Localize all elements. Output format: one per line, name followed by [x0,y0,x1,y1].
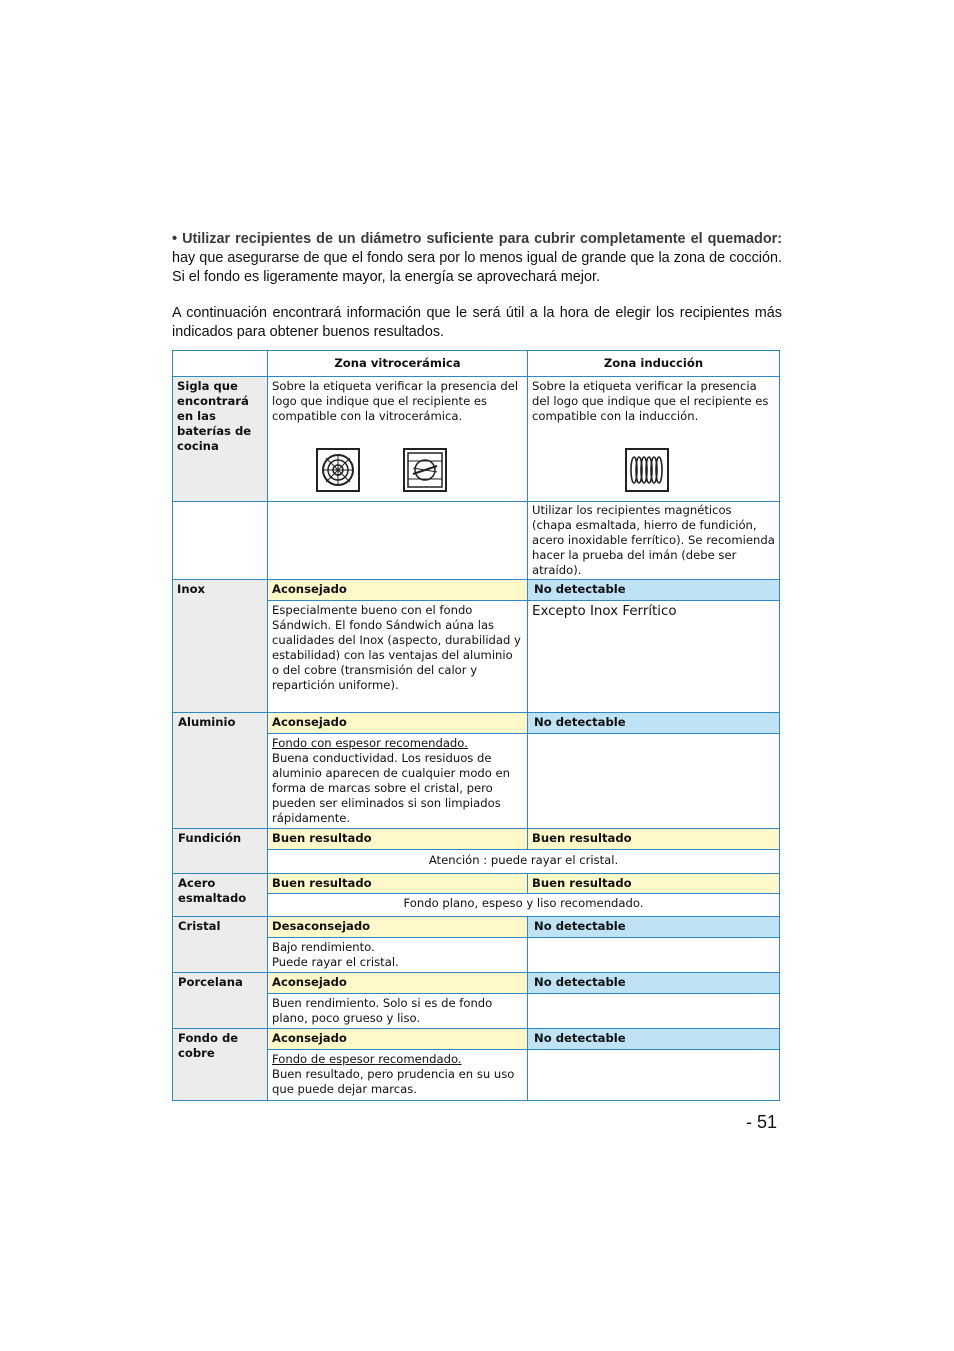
material-label: Cristal [172,916,268,973]
vitro-note: Especialmente bueno con el fondo Sándwich. El fondo Sándwich aúna las cualidades del Inox (aspecto, durabilidad y estabilidad) con las ventajas del aluminio o del cobre (transmisión del calor y repartición uniforme). [267,600,528,713]
header-empty-cell [172,350,268,377]
vitroceramic-grid-logo-icon [403,448,447,492]
vitro-status: Aconsejado [267,972,528,994]
induction-status: No detectable [527,579,780,601]
magnetic-empty-label [172,501,268,580]
induction-status: No detectable [527,916,780,938]
vitro-note: Buen resultado, pero prudencia en su uso que puede dejar marcas. [272,1067,515,1096]
vitro-status: Buen resultado [267,828,528,850]
intro-bullet-text: hay que asegurarse de que el fondo sera por lo menos igual de grande que la zona de cocción. Si el fondo es ligeramente mayor, la energía se aprovechará mejor. [172,250,782,285]
shared-note: Atención : puede rayar el cristal. [267,849,780,874]
induction-coil-logo-icon [625,448,669,492]
page-number: - 51 [746,1112,778,1132]
material-label: Porcelana [172,972,268,1029]
sigla-vitro-cell [267,376,528,502]
vitro-note: Bajo rendimiento. Puede rayar el cristal. [267,937,528,973]
induction-note [527,993,780,1029]
induction-note [527,1049,780,1101]
vitro-status: Aconsejado [267,579,528,601]
vitro-note-cell [267,1049,528,1101]
vitro-note-underlined: Fondo con espesor recomendado. [272,736,468,750]
shared-note: Fondo plano, espeso y liso recomendado. [267,893,780,917]
vitro-status: Aconsejado [267,712,528,734]
induction-status: No detectable [527,712,780,734]
material-label: Inox [172,579,268,713]
vitro-note: Buen rendimiento. Solo si es de fondo plano, poco grueso y liso. [267,993,528,1029]
vitro-status: Aconsejado [267,1028,528,1050]
header-induccion: Zona inducción [527,350,780,377]
magnetic-note: Utilizar los recipientes magnéticos (chapa esmaltada, hierro de fundición, acero inoxidable ferrítico). Se recomienda hacer la prueba del imán (debe ser atraído). [527,501,780,580]
sigla-induccion-text: Sobre la etiqueta verificar la presencia del logo que indique que el recipiente es compatible con la inducción. [532,379,769,423]
sigla-vitro-text: Sobre la etiqueta verificar la presencia del logo que indique que el recipiente es compatible con la vitrocerámica. [272,379,519,423]
vitro-note: Buena conductividad. Los residuos de aluminio aparecen de cualquier modo en forma de marcas sobre el cristal, pero pueden ser eliminados si son limpiados rápidamente. [272,751,511,825]
vitro-status: Buen resultado [267,873,528,894]
intro-bullet-bold: • Utilizar recipientes de un diámetro suficiente para cubrir completamente el quemador: [172,231,782,247]
vitroceramic-logo-icon [316,448,360,492]
induction-note [527,937,780,973]
induction-status: No detectable [527,1028,780,1050]
induction-note [527,733,780,829]
header-vitro: Zona vitrocerámica [267,350,528,377]
vitro-note-cell [267,733,528,829]
magnetic-empty-vitro [267,501,528,580]
vitro-status: Desaconsejado [267,916,528,938]
material-label: Acero esmaltado [172,873,268,917]
material-label: Fundición [172,828,268,874]
induction-status: Buen resultado [527,873,780,894]
material-label: Aluminio [172,712,268,829]
intro-paragraph: A continuación encontrará información que le será útil a la hora de elegir los recipientes más indicados para obtener buenos resultados. [172,305,782,340]
vitro-note-underlined: Fondo de espesor recomendado. [272,1052,462,1066]
induction-status: No detectable [527,972,780,994]
induction-status: Buen resultado [527,828,780,850]
induction-note: Excepto Inox Ferrítico [527,600,780,713]
material-label: Fondo de cobre [172,1028,268,1101]
sigla-label: Sigla que encontrará en las baterías de cocina [172,376,268,502]
